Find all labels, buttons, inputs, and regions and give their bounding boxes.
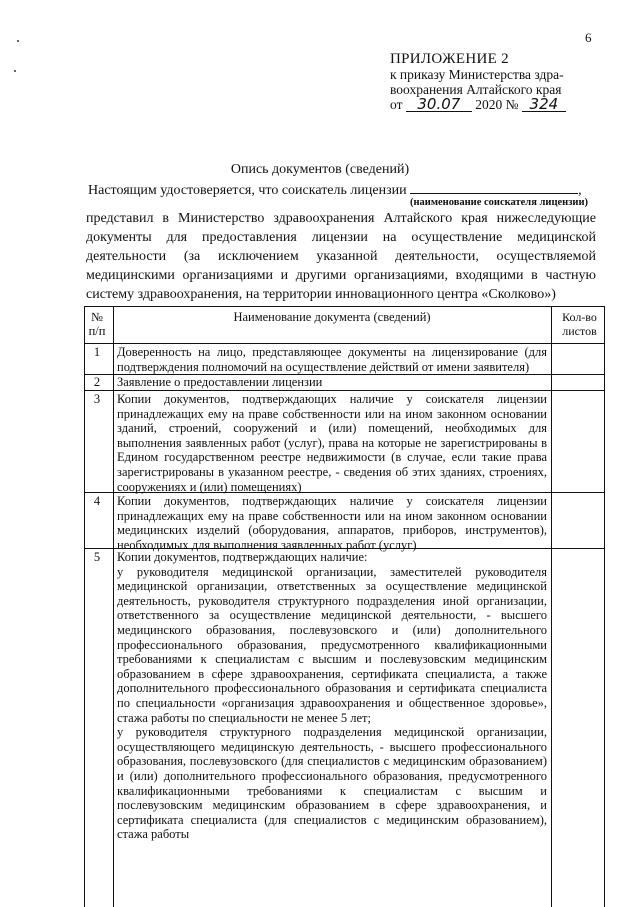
year-text: 2020 № xyxy=(475,97,519,112)
header-num: № п/п xyxy=(88,310,106,338)
row-number: 1 xyxy=(93,345,101,359)
applicant-name-label: (наименование соискателя лицензии) xyxy=(410,197,589,208)
scan-speck xyxy=(14,70,16,72)
scan-speck xyxy=(17,40,19,42)
header-qty: Кол-во листов xyxy=(562,310,597,338)
certify-text: Настоящим удостоверяется, что соискатель лицензии xyxy=(88,183,407,198)
page-number: 6 xyxy=(585,30,592,45)
appendix-line-2: воохранения Алтайского края xyxy=(390,82,562,97)
date-prefix: от xyxy=(390,97,403,112)
table-row xyxy=(85,391,604,493)
row-number: 2 xyxy=(93,375,101,389)
appendix-title: ПРИЛОЖЕНИЕ 2 xyxy=(390,51,509,67)
documents-table xyxy=(84,306,605,907)
row-document-name: Копии документов, подтверждающих наличие у соискателя лицензии принадлежащих ему на праве собственности или на ином законном основании зданий, строений, сооружений и (или) помещений, необходимых для выполнения заявленных работ (услуг), права на которые не зарегистрированы в Едином государственном реестре недвижимости (в случае, если такие права зарегистрированы в указанном реестре, - сведения об этих зданиях, строениях, сооружениях и (или) помещениях) xyxy=(117,392,547,494)
row-number: 5 xyxy=(93,550,101,564)
appendix-date-line xyxy=(390,97,620,112)
document-title: Опись документов (сведений) xyxy=(230,162,410,177)
appendix-line-1: к приказу Министерства здра- xyxy=(390,67,564,82)
header-name: Наименование документа (сведений) xyxy=(233,310,431,324)
handwritten-order-number: 324 xyxy=(522,98,566,112)
table-row xyxy=(85,375,604,391)
row-number: 3 xyxy=(93,392,101,406)
row-document-name xyxy=(117,550,547,842)
handwritten-date: 30.07 xyxy=(406,98,472,112)
row-5-paragraph-1: у руководителя медицинской организации, заместителей руководителя медицинской организации, ответственных за осуществление медицинской деятельность, руководителя структурного подразделения иной организации, ответственного за осуществление медицинской деятельности, - высшего медицинского образования, послевузовского и (или) дополнительного профессионального образования, предусмотренного квалификационными требованиями к специалистам с высшим и послевузовским медицинским образованием в сфере здравоохранения, сертификата специалиста, а также дополнительного профессионального образования и сертификата специалиста по специальности «организация здравоохранения и общественное здоровье», стажа работы по специальности не менее 5 лет; xyxy=(117,564,547,725)
row-5-paragraph-2: у руководителя структурного подразделения медицинской организации, осуществляющего медицинскую деятельность, - высшего профессионального образования, послевузовского (для специалистов с медицинским образованием) и (или) дополнительного профессионального образования, предусмотренного квалификационными требованиями к специалистам с высшим и послевузовским медицинским образованием в сфере здравоохранения, и сертификата специалиста (для специалистов с медицинским образованием), стажа работы xyxy=(117,725,547,842)
row-number: 4 xyxy=(93,494,101,508)
intro-paragraph: представил в Министерство здравоохранения Алтайского края нижеследующие документы для предоставления лицензии на осуществление медицинской деятельности (за исключением указанной деятельности, осуществляемой медицинскими организациями и другими организациями, входящими в частную систему здравоохранения, на территории инновационного центра «Сколково») xyxy=(86,211,596,302)
row-document-name: Заявление о предоставлении лицензии xyxy=(117,375,323,389)
applicant-name-blank[interactable] xyxy=(410,181,578,194)
table-row xyxy=(85,493,604,552)
row-document-name: Доверенность на лицо, представляющее документы на лицензирование (для подтверждения полномочий на осуществление действий от имени заявителя) xyxy=(117,345,547,374)
table-row xyxy=(85,549,604,907)
table-row xyxy=(85,344,604,375)
row-document-name: Копии документов, подтверждающих наличие у соискателя лицензии принадлежащих ему на праве собственности или на ином законном основании медицинских изделий (оборудования, аппаратов, приборов, инструментов), необходимых для выполнения заявленных работ (услуг) xyxy=(117,494,547,552)
certify-comma: , xyxy=(578,183,582,198)
row-5-heading: Копии документов, подтверждающих наличие: xyxy=(117,550,368,564)
table-header-row xyxy=(85,307,604,344)
appendix-block xyxy=(390,52,620,112)
